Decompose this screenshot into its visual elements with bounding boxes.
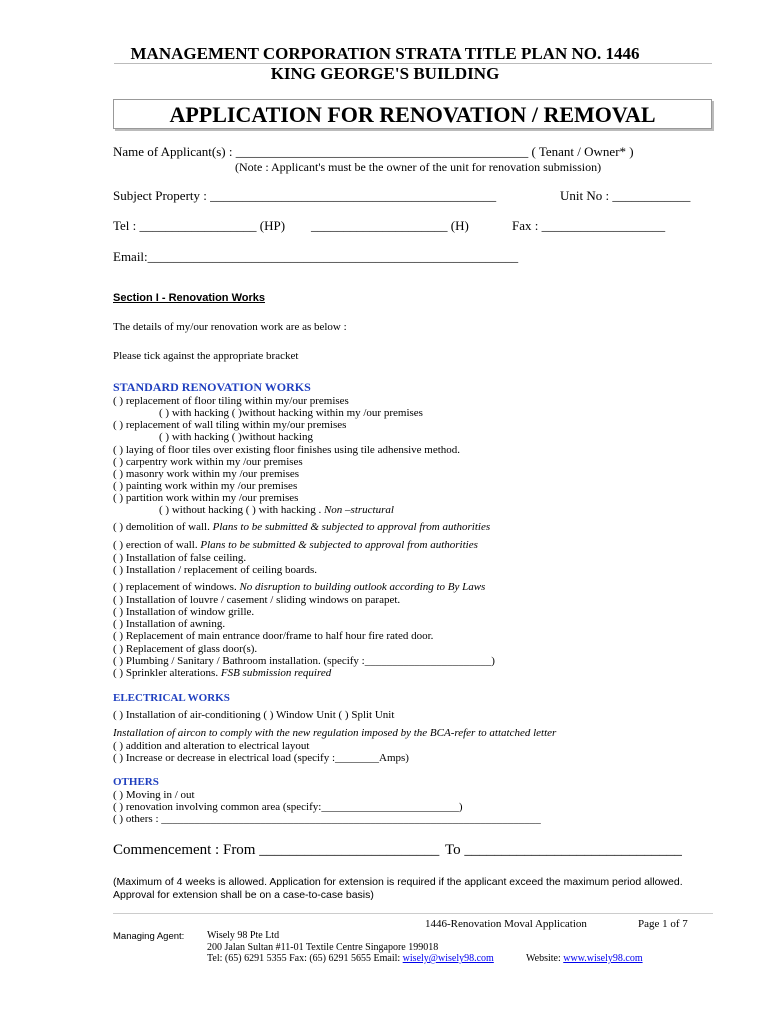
agent-email-link[interactable]: wisely@wisely98.com	[402, 953, 494, 964]
aircon-regulation-text: Installation of aircon to comply with the new regulation imposed by the BCA-refer to attatched letter	[113, 727, 557, 739]
fax-label: Fax :	[512, 218, 542, 233]
email-line	[113, 249, 518, 265]
corporation-header: MANAGEMENT CORPORATION STRATA TITLE PLAN NO. 1446	[130, 44, 640, 63]
building-name: KING GEORGE'S BUILDING	[270, 64, 500, 83]
standard-works-heading: STANDARD RENOVATION WORKS	[113, 380, 311, 394]
fax-field[interactable]: ___________________	[541, 218, 666, 233]
commencement-from-label: Commencement : From	[113, 842, 260, 858]
awning-item[interactable]: ( ) Installation of awning.	[113, 618, 226, 630]
grille-item[interactable]: ( ) Installation of window grille.	[113, 606, 255, 618]
aircon-item[interactable]: ( ) Installation of air-conditioning ( ) Window Unit ( ) Split Unit	[113, 709, 395, 721]
unit-no-field[interactable]: ____________	[612, 188, 691, 203]
footer-rule	[113, 913, 713, 914]
managing-agent-label: Managing Agent:	[113, 931, 185, 942]
plumbing-item[interactable]: ( ) Plumbing / Sanitary / Bathroom installation. (specify :_______________________)	[113, 655, 495, 667]
subject-property-label: Subject Property :	[113, 188, 211, 203]
agent-tel-fax: Tel: (65) 6291 5355 Fax: (65) 6291 5655 Email:	[207, 953, 403, 964]
tel-h-line	[311, 218, 469, 234]
others-item[interactable]: ( ) others : _____________________________________________________________________	[113, 813, 541, 825]
details-text: The details of my/our renovation work are as below :	[113, 321, 347, 333]
electrical-layout-item[interactable]: ( ) addition and alteration to electrical layout	[113, 740, 310, 752]
commencement-to-label: To	[445, 842, 465, 858]
partition-hacking-text: ( ) without hacking ( ) with hacking .	[159, 504, 324, 516]
commencement-from-field[interactable]: ________________________	[259, 842, 440, 858]
agent-contact	[207, 953, 494, 964]
agent-name: Wisely 98 Pte Ltd	[207, 930, 280, 941]
tel-hp-field[interactable]: __________________	[139, 218, 257, 233]
website-label: Website:	[526, 953, 564, 964]
demolition-item[interactable]	[113, 521, 490, 533]
footer-page-number: Page 1 of 7	[638, 918, 688, 930]
hp-label: (HP)	[256, 218, 286, 233]
electrical-works-heading: ELECTRICAL WORKS	[113, 692, 230, 704]
wall-tiling-item[interactable]: ( ) replacement of wall tiling within my/our premises	[113, 419, 347, 431]
erection-text: ( ) erection of wall.	[113, 539, 201, 551]
demolition-note: Plans to be submitted & subjected to approval from authorities	[212, 521, 491, 533]
footer-doc-name: 1446-Renovation Moval Application	[425, 918, 587, 930]
painting-item[interactable]: ( ) painting work within my /our premises	[113, 480, 298, 492]
commencement-to-line	[445, 842, 682, 859]
others-heading: OTHERS	[113, 776, 159, 788]
floor-hacking-options[interactable]: ( ) with hacking ( )without hacking within my /our premises	[159, 407, 423, 419]
tenant-owner-label: ( Tenant / Owner* )	[528, 144, 634, 159]
erection-note: Plans to be submitted & subjected to approval from authorities	[200, 539, 478, 551]
sprinkler-note: FSB submission required	[220, 667, 332, 679]
commencement-line	[113, 842, 439, 859]
applicant-name-field[interactable]: _____________________________________________	[235, 144, 529, 159]
partition-item[interactable]: ( ) partition work within my /our premises	[113, 492, 299, 504]
agent-address: 200 Jalan Sultan #11-01 Textile Centre Singapore 199018	[207, 942, 439, 953]
ceiling-boards-item[interactable]: ( ) Installation / replacement of ceiling boards.	[113, 564, 318, 576]
windows-item[interactable]	[113, 581, 485, 593]
page-title: APPLICATION FOR RENOVATION / REMOVAL	[169, 102, 656, 127]
masonry-item[interactable]: ( ) masonry work within my /our premises	[113, 468, 300, 480]
wall-hacking-options[interactable]: ( ) with hacking ( )without hacking	[159, 431, 313, 443]
max-period-note: (Maximum of 4 weeks is allowed. Application for extension is required if the applicant exceed the maximum period allowed.	[113, 876, 683, 888]
applicant-name-line	[113, 144, 634, 160]
sprinkler-text: ( ) Sprinkler alterations.	[113, 667, 221, 679]
non-structural-note: Non –structural	[323, 504, 394, 516]
floor-laying-item[interactable]: ( ) laying of floor tiles over existing floor finishes using tile adhensive method.	[113, 444, 461, 456]
sprinkler-item[interactable]	[113, 667, 331, 679]
windows-text: ( ) replacement of windows.	[113, 581, 240, 593]
unit-no-line	[560, 188, 690, 204]
main-door-item[interactable]: ( ) Replacement of main entrance door/frame to half hour fire rated door.	[113, 630, 434, 642]
tel-label: Tel :	[113, 218, 140, 233]
carpentry-item[interactable]: ( ) carpentry work within my /our premises	[113, 456, 303, 468]
fax-line	[512, 218, 665, 234]
moving-item[interactable]: ( ) Moving in / out	[113, 789, 195, 801]
erection-item[interactable]	[113, 539, 478, 551]
website-link[interactable]: www.wisely98.com	[563, 953, 643, 964]
h-label: (H)	[447, 218, 469, 233]
louvre-item[interactable]: ( ) Installation of louvre / casement / sliding windows on parapet.	[113, 594, 401, 606]
partition-hacking-options[interactable]	[159, 504, 394, 516]
tel-h-field[interactable]: _____________________	[311, 218, 448, 233]
tel-line	[113, 218, 285, 234]
applicant-name-label: Name of Applicant(s) :	[113, 144, 236, 159]
demolition-text: ( ) demolition of wall.	[113, 521, 213, 533]
false-ceiling-item[interactable]: ( ) Installation of false ceiling.	[113, 552, 247, 564]
agent-website	[526, 953, 643, 964]
unit-no-label: Unit No :	[560, 188, 613, 203]
windows-note: No disruption to building outlook according to By Laws	[239, 581, 486, 593]
glass-door-item[interactable]: ( ) Replacement of glass door(s).	[113, 643, 258, 655]
common-area-item[interactable]: ( ) renovation involving common area (specify:_________________________)	[113, 801, 463, 813]
email-field[interactable]: _________________________________________________________	[147, 249, 519, 264]
subject-property-field[interactable]: ____________________________________________	[210, 188, 497, 203]
section-heading: Section I - Renovation Works	[113, 292, 265, 304]
owner-note: (Note : Applicant's must be the owner of the unit for renovation submission)	[235, 160, 602, 174]
email-label: Email:	[113, 249, 148, 264]
aircon-regulation-note	[113, 727, 556, 739]
commencement-to-field[interactable]: _____________________________	[464, 842, 682, 858]
subject-property-line	[113, 188, 496, 204]
tick-instruction: Please tick against the appropriate bracket	[113, 350, 299, 362]
floor-tiling-item[interactable]: ( ) replacement of floor tiling within my/our premises	[113, 395, 349, 407]
electrical-load-item[interactable]: ( ) Increase or decrease in electrical load (specify :________Amps)	[113, 752, 409, 764]
extension-note: Approval for extension shall be on a case-to-case basis)	[113, 889, 374, 901]
title-box	[113, 99, 712, 129]
